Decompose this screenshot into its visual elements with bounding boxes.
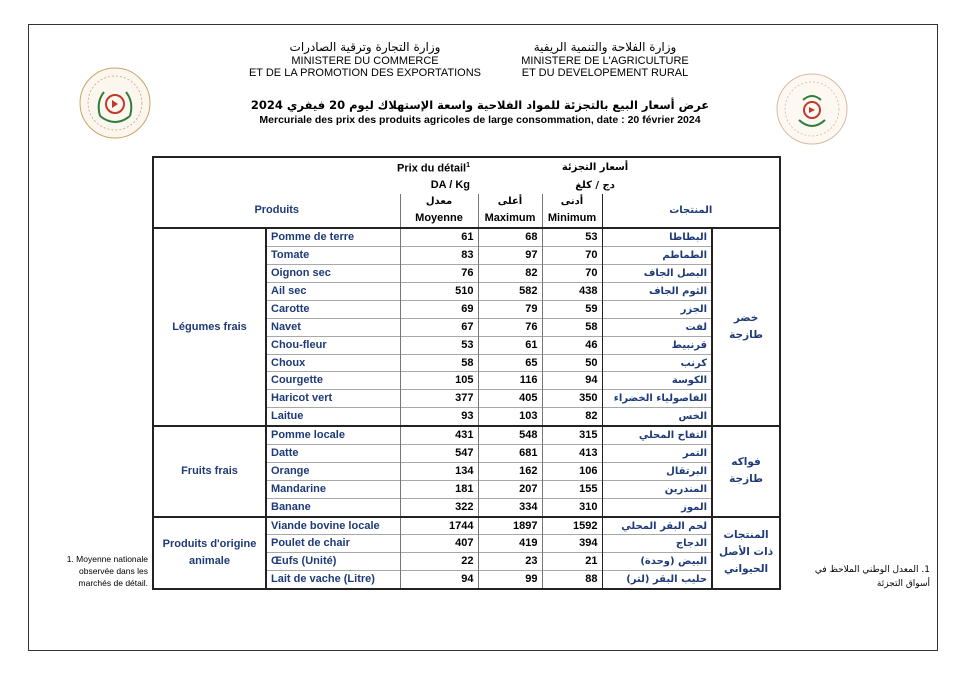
price-maximum: 61: [478, 336, 542, 354]
table-row: [153, 228, 780, 246]
price-moyenne: 22: [400, 553, 478, 571]
product-name-fr: Pomme de terre: [266, 228, 400, 246]
price-moyenne: 510: [400, 283, 478, 301]
price-minimum: 394: [542, 535, 602, 553]
product-name-ar: التمر: [602, 445, 712, 463]
price-moyenne: 53: [400, 336, 478, 354]
price-minimum: 438: [542, 283, 602, 301]
product-name-ar: الطماطم: [602, 247, 712, 265]
product-name-fr: Ail sec: [266, 283, 400, 301]
price-minimum: 82: [542, 408, 602, 426]
price-moyenne: 407: [400, 535, 478, 553]
header-prix-detail: Prix du détail$^1$: [397, 162, 471, 175]
product-name-ar: البطاطا: [602, 228, 712, 246]
price-minimum: 58: [542, 318, 602, 336]
price-maximum: 68: [478, 228, 542, 246]
product-name-fr: Tomate: [266, 247, 400, 265]
price-moyenne: 93: [400, 408, 478, 426]
product-name-fr: Choux: [266, 354, 400, 372]
header-maximum-fr: Maximum: [478, 210, 542, 228]
product-name-fr: Mandarine: [266, 480, 400, 498]
product-name-ar: البيض (وحدة): [602, 553, 712, 571]
header-moyenne-fr: Moyenne: [400, 210, 478, 228]
ministry-commerce-seal: [78, 66, 152, 140]
price-moyenne: 58: [400, 354, 478, 372]
price-minimum: 413: [542, 445, 602, 463]
product-name-fr: Pomme locale: [266, 426, 400, 444]
price-moyenne: 76: [400, 265, 478, 283]
price-minimum: 70: [542, 247, 602, 265]
price-minimum: 70: [542, 265, 602, 283]
header-produits-fr: Produits: [254, 203, 300, 216]
product-name-ar: حليب البقر (لتر): [602, 571, 712, 589]
price-minimum: 310: [542, 498, 602, 516]
commerce-ministry-fr-1: MINISTERE DU COMMERCE: [291, 55, 439, 67]
price-maximum: 1897: [478, 517, 542, 535]
product-name-ar: كرنب: [602, 354, 712, 372]
product-name-ar: الكوسة: [602, 372, 712, 390]
product-name-ar: الخس: [602, 408, 712, 426]
product-name-fr: Orange: [266, 462, 400, 480]
price-maximum: 162: [478, 462, 542, 480]
price-maximum: 548: [478, 426, 542, 444]
product-name-ar: الثوم الجاف: [602, 283, 712, 301]
commerce-ministry-header: [215, 40, 515, 79]
price-minimum: 50: [542, 354, 602, 372]
product-name-ar: لحم البقر المحلي: [602, 517, 712, 535]
price-moyenne: 431: [400, 426, 478, 444]
table-header-row-3: [153, 194, 780, 211]
price-minimum: 46: [542, 336, 602, 354]
product-name-fr: Datte: [266, 445, 400, 463]
price-minimum: 88: [542, 571, 602, 589]
price-maximum: 97: [478, 247, 542, 265]
price-maximum: 405: [478, 390, 542, 408]
category-fr: Légumes frais: [153, 228, 266, 426]
agriculture-ministry-fr-1: MINISTERE DE L'AGRICULTURE: [521, 55, 689, 67]
price-minimum: 94: [542, 372, 602, 390]
product-name-ar: المندرين: [602, 480, 712, 498]
header-maximum-ar: أعلى: [478, 194, 542, 211]
product-name-fr: Lait de vache (Litre): [266, 571, 400, 589]
price-maximum: 99: [478, 571, 542, 589]
agriculture-ministry-fr-2: ET DU DEVELOPEMENT RURAL: [521, 67, 689, 79]
price-minimum: 1592: [542, 517, 602, 535]
price-maximum: 116: [478, 372, 542, 390]
price-minimum: 53: [542, 228, 602, 246]
product-name-ar: لفت: [602, 318, 712, 336]
table-row: [153, 426, 780, 444]
header-minimum-fr: Minimum: [542, 210, 602, 228]
category-ar: خضر طازجة: [712, 228, 780, 426]
price-maximum: 23: [478, 553, 542, 571]
header-produits-ar: المنتجات: [602, 194, 780, 229]
header-unit-fr: DA / Kg: [430, 178, 471, 191]
product-name-ar: الجزر: [602, 300, 712, 318]
header-unit-ar: دج / كلغ: [575, 179, 615, 191]
price-moyenne: 94: [400, 571, 478, 589]
price-maximum: 82: [478, 265, 542, 283]
document-title-ar: عرض أسعار البيع بالتجزئة للمواد الفلاحية واسعة الإستهلاك ليوم 20 فيفري 2024: [250, 98, 710, 112]
price-maximum: 207: [478, 480, 542, 498]
price-moyenne: 377: [400, 390, 478, 408]
agriculture-ministry-header: [500, 40, 710, 79]
footnote-ar: 1. المعدل الوطني الملاحظ في أسواق التجزئة: [814, 565, 930, 589]
category-ar: المنتجات ذات الأصل الحيواني: [712, 517, 780, 590]
price-minimum: 350: [542, 390, 602, 408]
product-name-fr: Courgette: [266, 372, 400, 390]
price-maximum: 681: [478, 445, 542, 463]
product-name-ar: الموز: [602, 498, 712, 516]
price-table: [152, 156, 781, 590]
footnote-fr: 1. Moyenne nationale observée dans les marchés de détail.: [66, 554, 148, 588]
price-maximum: 79: [478, 300, 542, 318]
price-maximum: 76: [478, 318, 542, 336]
document-title-fr: Mercuriale des prix des produits agricoles de large consommation, date : 20 février 2024: [259, 114, 701, 126]
product-name-ar: قرنبيط: [602, 336, 712, 354]
product-name-fr: Poulet de chair: [266, 535, 400, 553]
price-maximum: 103: [478, 408, 542, 426]
price-moyenne: 105: [400, 372, 478, 390]
price-minimum: 106: [542, 462, 602, 480]
table-row: [153, 517, 780, 535]
price-maximum: 582: [478, 283, 542, 301]
header-moyenne-ar: معدل: [400, 194, 478, 211]
price-moyenne: 61: [400, 228, 478, 246]
commerce-ministry-ar: وزارة التجارة وترقية الصادرات: [289, 40, 441, 54]
price-moyenne: 69: [400, 300, 478, 318]
product-name-fr: Laitue: [266, 408, 400, 426]
product-name-fr: Chou-fleur: [266, 336, 400, 354]
price-moyenne: 134: [400, 462, 478, 480]
product-name-ar: الدجاج: [602, 535, 712, 553]
product-name-fr: Carotte: [266, 300, 400, 318]
price-moyenne: 181: [400, 480, 478, 498]
price-minimum: 59: [542, 300, 602, 318]
product-name-ar: التفاح المحلي: [602, 426, 712, 444]
product-name-ar: البصل الجاف: [602, 265, 712, 283]
product-name-fr: Banane: [266, 498, 400, 516]
table-header-row-1: [153, 157, 780, 177]
table-header-row-2: [153, 177, 780, 194]
price-moyenne: 1744: [400, 517, 478, 535]
ministry-agriculture-seal: [775, 72, 849, 146]
header-prix-detail-ar: أسعار التجزئة: [561, 161, 629, 173]
product-name-ar: البرتقال: [602, 462, 712, 480]
price-maximum: 419: [478, 535, 542, 553]
price-maximum: 65: [478, 354, 542, 372]
price-moyenne: 67: [400, 318, 478, 336]
product-name-fr: Œufs (Unité): [266, 553, 400, 571]
product-name-ar: الفاصولياء الخضراء: [602, 390, 712, 408]
header-minimum-ar: أدنى: [542, 194, 602, 211]
price-moyenne: 547: [400, 445, 478, 463]
category-fr: Produits d'origine animale: [153, 517, 266, 590]
price-moyenne: 322: [400, 498, 478, 516]
category-ar: فواكه طازجة: [712, 426, 780, 516]
price-minimum: 315: [542, 426, 602, 444]
product-name-fr: Navet: [266, 318, 400, 336]
price-minimum: 21: [542, 553, 602, 571]
price-maximum: 334: [478, 498, 542, 516]
price-minimum: 155: [542, 480, 602, 498]
commerce-ministry-fr-2: ET DE LA PROMOTION DES EXPORTATIONS: [248, 67, 482, 79]
category-fr: Fruits frais: [153, 426, 266, 516]
price-moyenne: 83: [400, 247, 478, 265]
agriculture-ministry-ar: وزارة الفلاحة والتنمية الريفية: [533, 40, 677, 54]
product-name-fr: Viande bovine locale: [266, 517, 400, 535]
product-name-fr: Haricot vert: [266, 390, 400, 408]
product-name-fr: Oignon sec: [266, 265, 400, 283]
